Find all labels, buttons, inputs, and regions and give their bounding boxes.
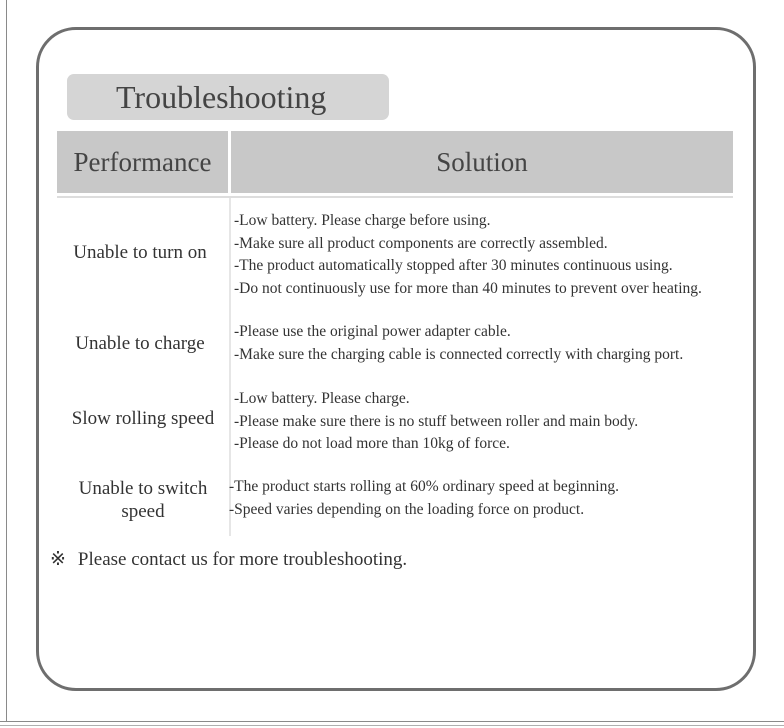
row-solutions [234, 388, 638, 456]
row-performance [60, 477, 226, 523]
solution-line: -Make sure the charging cable is connected correctly with charging port. [234, 345, 684, 363]
reference-mark-icon: ※ [50, 549, 66, 570]
row-performance [60, 407, 226, 430]
solution-line: -Do not continuously use for more than 40 minutes to prevent over heating. [234, 279, 702, 297]
performance-label: speed [121, 501, 165, 522]
performance-label: Slow rolling speed [71, 408, 215, 429]
header-performance: Performance [57, 131, 228, 193]
page-title: Troubleshooting [67, 74, 389, 120]
solution-line: -Make sure all product components are correctly assembled. [234, 234, 608, 252]
page-edge-bottom [0, 721, 784, 722]
contact-note-text: Please contact us for more troubleshooting. [77, 549, 408, 570]
contact-note [50, 548, 407, 571]
solution-line: -The product automatically stopped after 30 minutes continuous using. [234, 257, 673, 274]
solution-line: -Please do not load more than 10kg of force. [234, 435, 510, 452]
solution-line: -Please use the original power adapter cable. [234, 323, 511, 340]
page-edge-left [6, 0, 7, 722]
page-edge-bottom-secondary [0, 725, 784, 726]
solution-line: -Please make sure there is no stuff between roller and main body. [234, 412, 639, 430]
performance-label: Unable to turn on [73, 242, 207, 263]
performance-label: Unable to charge [75, 333, 205, 354]
solution-line: -The product starts rolling at 60% ordinary speed at beginning. [229, 478, 619, 495]
solution-line: -Speed varies depending on the loading force on product. [229, 500, 585, 518]
performance-label: Unable to switch [78, 478, 208, 499]
row-solutions [234, 210, 702, 300]
solution-line: -Low battery. Please charge before using. [234, 212, 491, 229]
row-solutions [229, 476, 619, 521]
header-divider [57, 196, 733, 198]
header-solution: Solution [231, 131, 733, 193]
solution-line: -Low battery. Please charge. [234, 390, 410, 407]
row-performance [60, 332, 220, 355]
row-solutions [234, 321, 683, 366]
row-performance [60, 241, 220, 264]
